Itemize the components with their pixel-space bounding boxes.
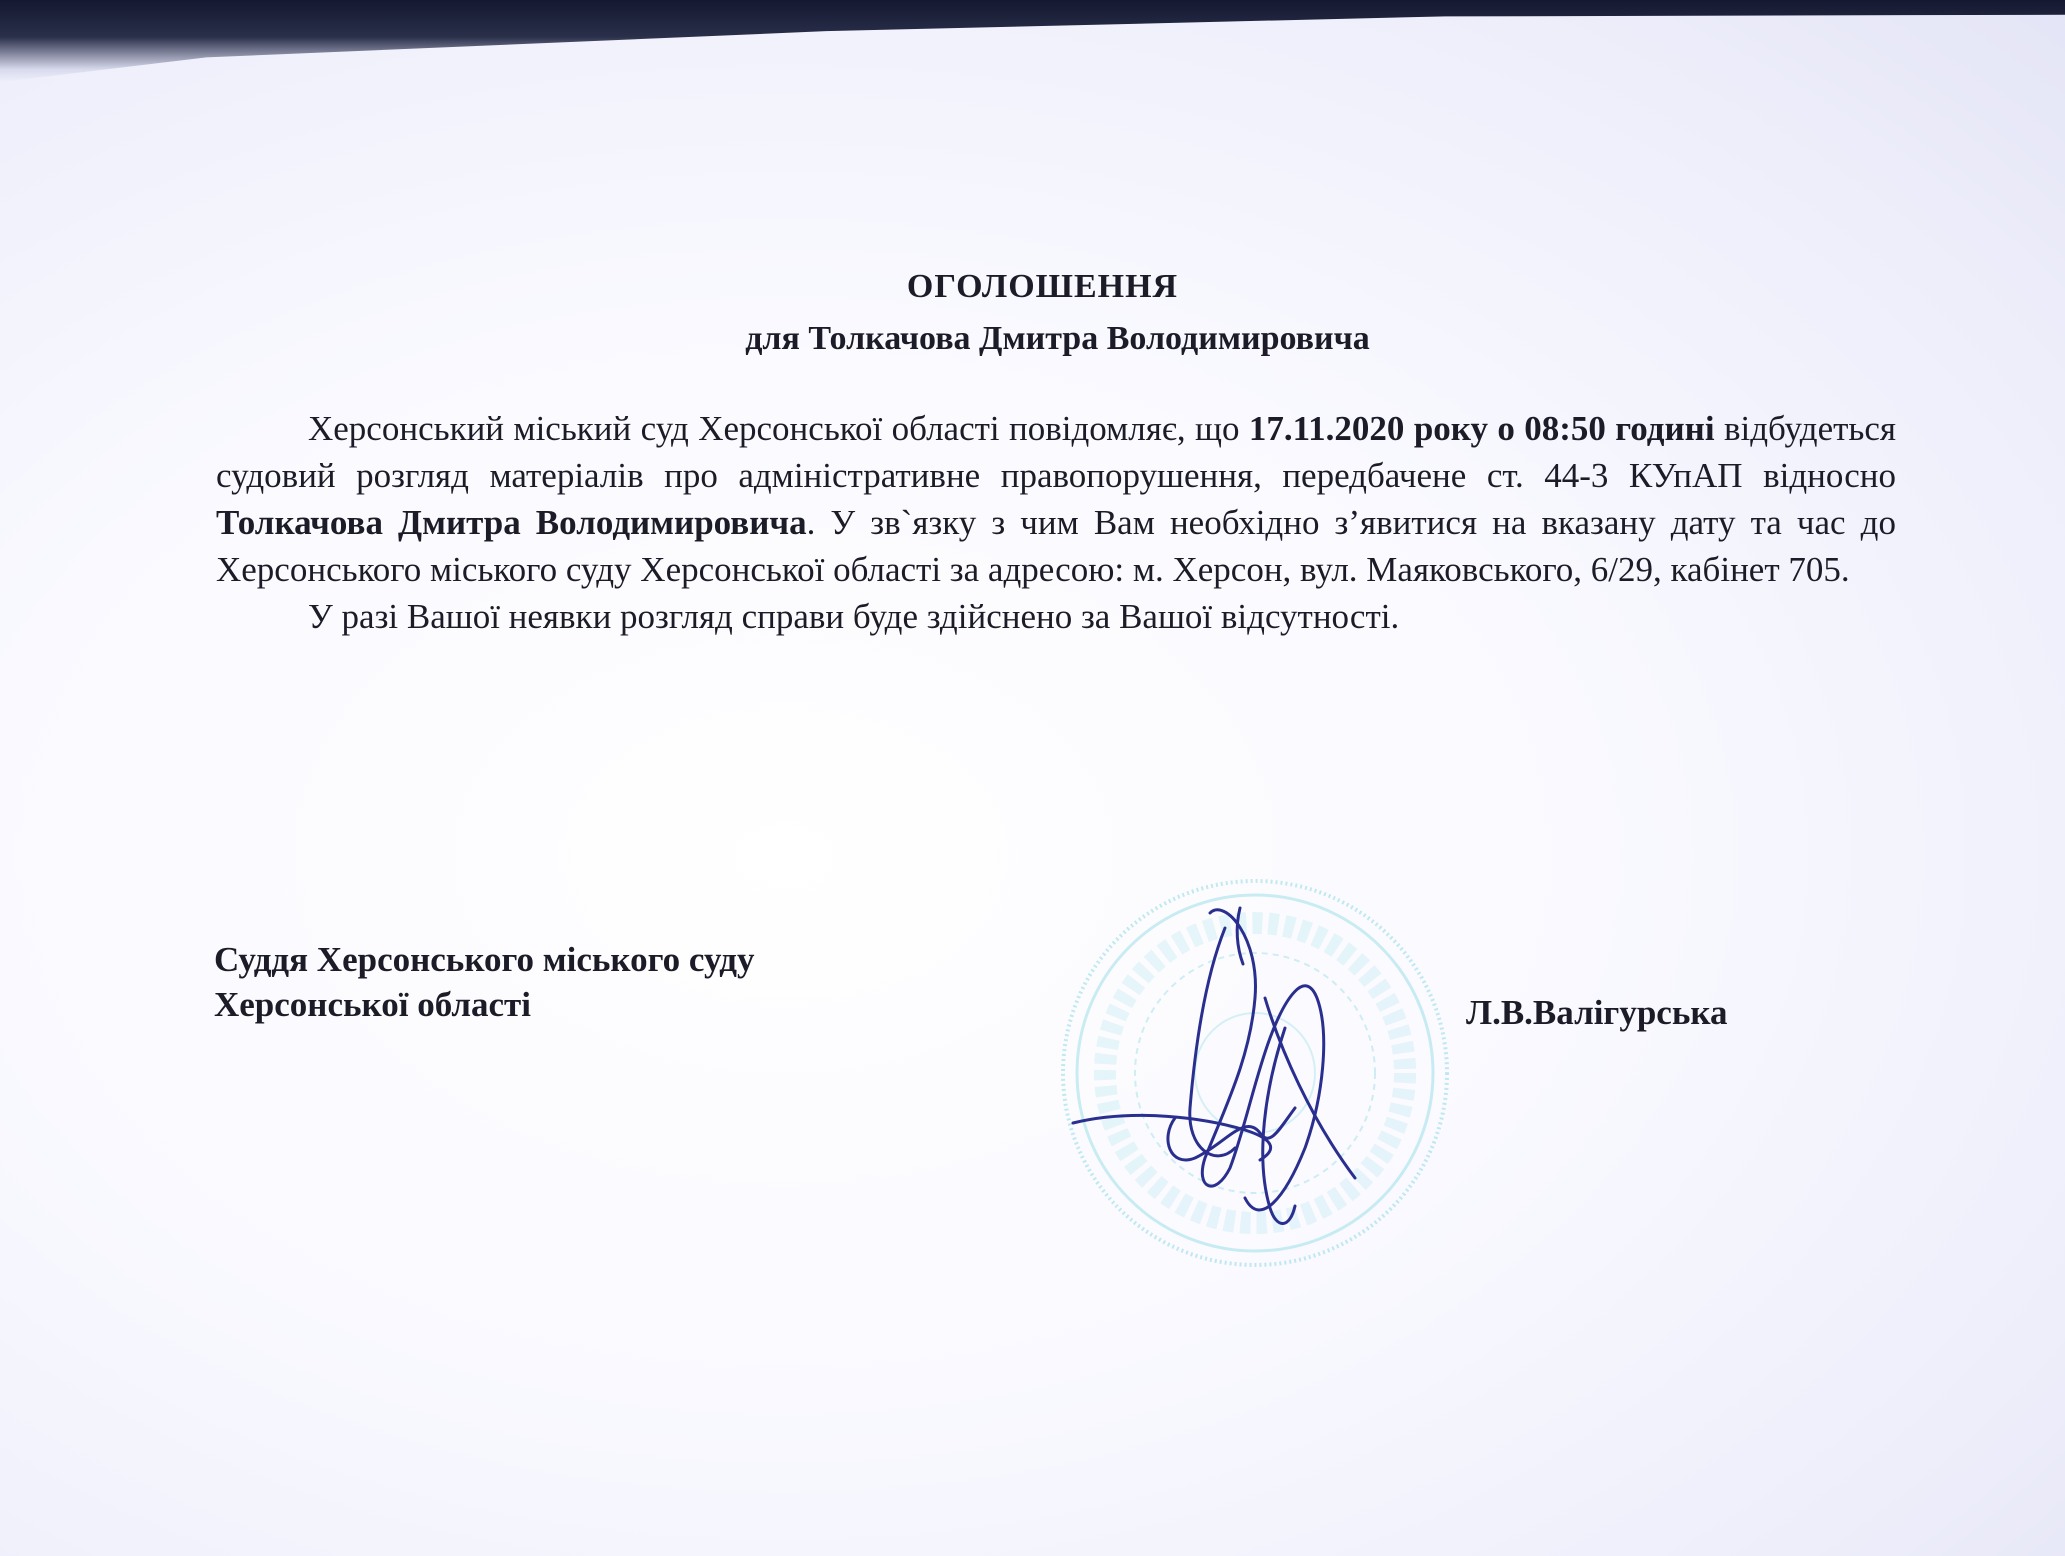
notice-paragraph-2: У разі Вашої неявки розгляд справи буде здійснено за Вашої відсутності. [308, 597, 1400, 636]
handwritten-signature [1073, 908, 1355, 1224]
notice-body [216, 405, 1896, 640]
signer-position-line-2: Херсонської області [214, 985, 531, 1024]
paragraph-1-text-a: Херсонський міський суд Херсонської області повідомляє, що [308, 409, 1249, 448]
notice-recipient: для Толкачова Дмитра Володимировича [745, 320, 1370, 357]
notice-paragraph-1 [216, 405, 1896, 593]
hearing-date-time: 17.11.2020 року о 08:50 годині [1248, 409, 1715, 448]
photo-dark-edge [0, 0, 2065, 82]
court-seal-stamp [1055, 868, 1475, 1288]
notice-title: ОГОЛОШЕННЯ [906, 268, 1179, 305]
signer-name: Л.В.Валігурська [1466, 993, 1728, 1032]
signer-position [214, 937, 754, 1027]
seal-graphic [1063, 881, 1447, 1265]
paragraph-1-text-c: . У зв`язку з чим Вам необхідно з’явитися на вказану дату та час до Херсонського міського суду Херсонської області за адресою: м. Херсон, вул. Маяковського, 6/29, кабінет 705. [216, 503, 1896, 589]
signer-position-line-1: Суддя Херсонського міського суду [214, 940, 755, 979]
paragraph-1-text-b: відбудеться судовий розгляд матеріалів про адміністративне правопорушення, передбачене ст. 44-3 КУпАП відносно [216, 409, 1897, 495]
person-name: Толкачова Дмитра Володимировича [216, 503, 807, 542]
